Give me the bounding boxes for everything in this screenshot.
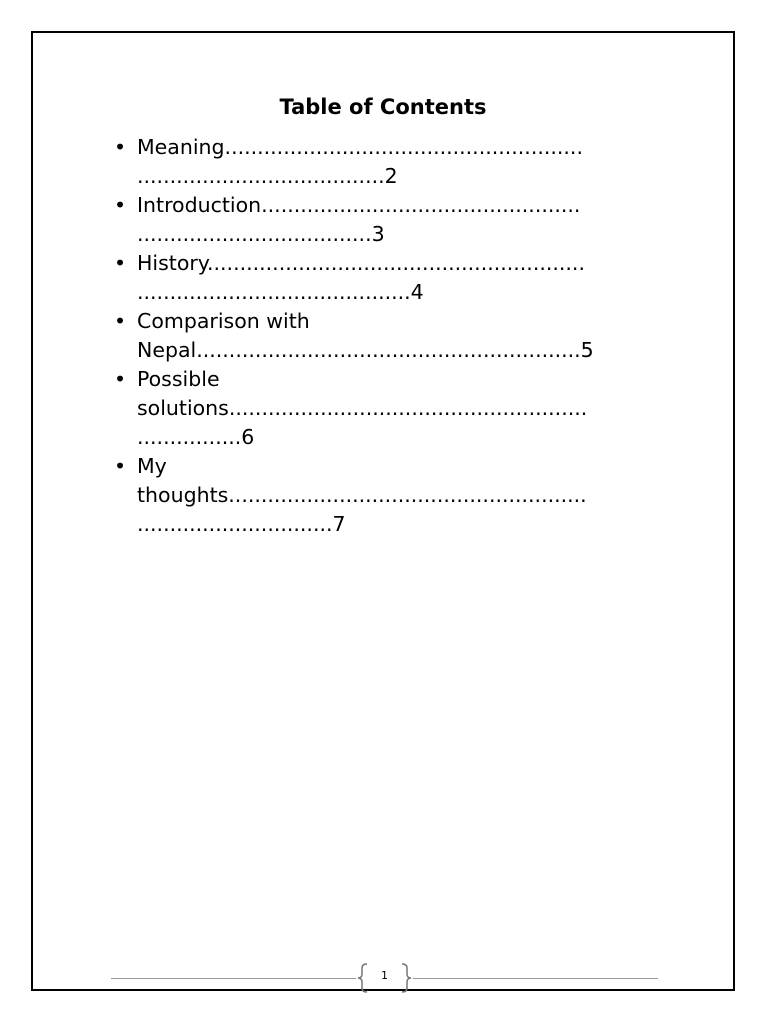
toc-entry-meaning bbox=[110, 133, 670, 191]
page-number: 1 bbox=[381, 969, 388, 982]
toc-entry-my-thoughts bbox=[110, 452, 670, 539]
footer-divider-left bbox=[111, 978, 356, 979]
toc-entry-line: ..............................7 bbox=[137, 512, 346, 536]
footer-divider-right bbox=[413, 978, 658, 979]
toc-entry-history bbox=[110, 249, 670, 307]
bullet-icon: • bbox=[114, 193, 127, 217]
toc-entry-line: thoughts....................................................... bbox=[137, 483, 587, 507]
toc-entry-line: ....................................3 bbox=[137, 222, 385, 246]
bullet-icon: • bbox=[114, 367, 127, 391]
bullet-icon: • bbox=[114, 251, 127, 275]
toc-entry-line: solutions....................................................... bbox=[137, 396, 588, 420]
toc-list bbox=[110, 133, 670, 539]
document-page bbox=[31, 31, 735, 991]
bullet-icon: • bbox=[114, 454, 127, 478]
toc-entry-line: ......................................2 bbox=[137, 164, 398, 188]
bullet-icon: • bbox=[114, 135, 127, 159]
toc-entry-line: History.......................................................... bbox=[137, 251, 585, 275]
bullet-icon: • bbox=[114, 309, 127, 333]
toc-entry-line: ................6 bbox=[137, 425, 255, 449]
toc-entry-line: ..........................................4 bbox=[137, 280, 424, 304]
toc-entry-line: Nepal...........................................................5 bbox=[137, 338, 594, 362]
toc-entry-line: Meaning....................................................... bbox=[137, 135, 583, 159]
toc-entry-line: Possible bbox=[137, 367, 220, 391]
toc-title: Table of Contents bbox=[279, 95, 487, 119]
page-number-bracket bbox=[356, 962, 413, 994]
toc-entry-line: Comparison with bbox=[137, 309, 310, 333]
toc-entry-comparison bbox=[110, 307, 670, 365]
toc-entry-possible-solutions bbox=[110, 365, 670, 452]
toc-entry-introduction bbox=[110, 191, 670, 249]
page-footer bbox=[111, 962, 658, 996]
toc-entry-line: My bbox=[137, 454, 167, 478]
toc-entry-line: Introduction................................................. bbox=[137, 193, 581, 217]
